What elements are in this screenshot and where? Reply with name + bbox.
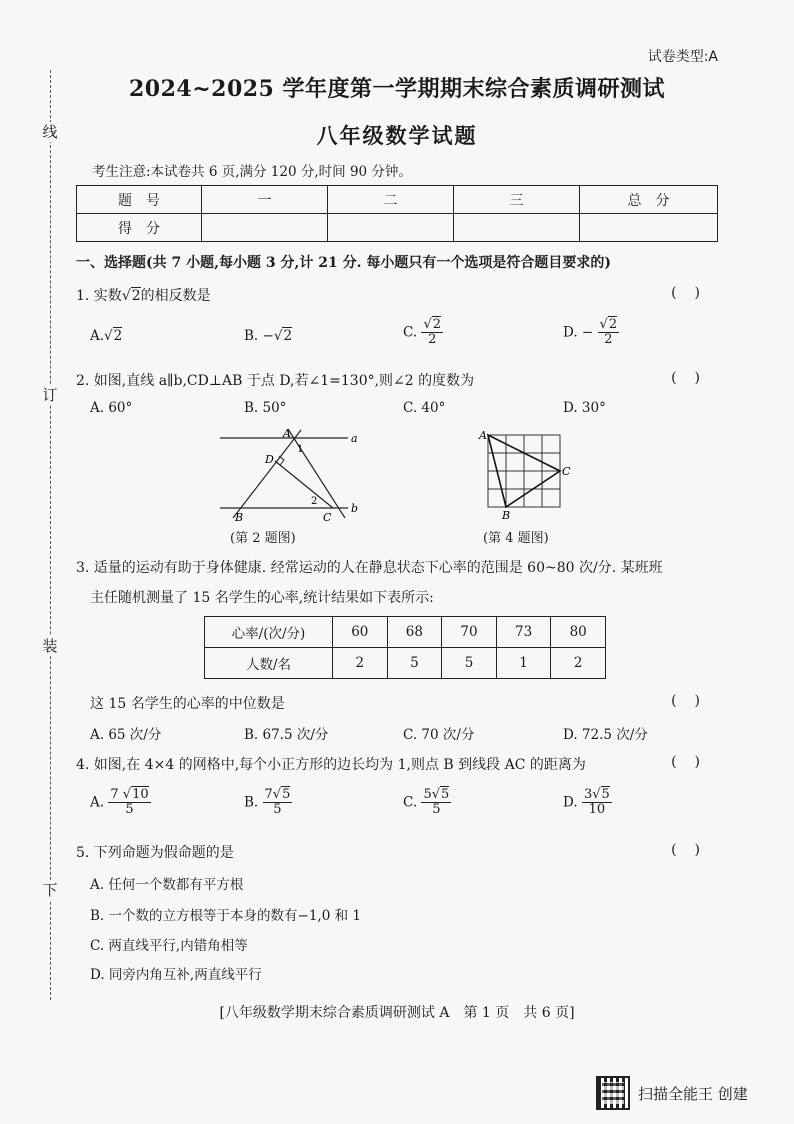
q4-option-d[interactable]	[563, 788, 612, 818]
q4-c-fraction	[421, 788, 451, 818]
binding-char-xian: 线	[40, 122, 60, 142]
page-footer: [八年级数学期末综合素质调研测试 A 第 1 页 共 6 页]	[219, 1005, 575, 1021]
q4-b-radicand: 5	[282, 787, 291, 802]
answer-paren-3[interactable]: ()	[671, 693, 718, 709]
q3-option-c[interactable]: C. 70 次/分	[403, 727, 475, 743]
score-header-1: 一	[202, 186, 328, 214]
q1-c-den: 2	[428, 332, 437, 348]
score-cell[interactable]	[454, 214, 580, 242]
q2-option-b[interactable]: B. 50°	[244, 400, 287, 416]
paper-type: 试卷类型:A	[647, 49, 718, 65]
question-4-stem: 4. 如图,在 4×4 的网格中,每个小正方形的边长均为 1,则点 B 到线段 AC 的距离为	[76, 757, 586, 773]
q5-option-c[interactable]: C. 两直线平行,内错角相等	[90, 938, 248, 954]
q4-option-c[interactable]	[403, 788, 451, 818]
q3-option-d[interactable]: D. 72.5 次/分	[563, 727, 648, 743]
q4-c-den: 5	[432, 802, 441, 818]
q4-b-label: B.	[244, 794, 259, 811]
fig2-label-2: 2	[311, 496, 318, 507]
q4-d-fraction	[582, 788, 612, 818]
fig2-label-c: C	[323, 511, 332, 524]
answer-paren-1[interactable]: ()	[671, 285, 718, 301]
q2-option-d[interactable]: D. 30°	[563, 400, 606, 416]
q1-option-b[interactable]	[244, 328, 292, 344]
heart-rate-cell: 70	[442, 617, 497, 648]
fig2-label-b: B	[235, 511, 244, 524]
heart-rate-cell: 80	[551, 617, 606, 648]
q5-option-a[interactable]: A. 任何一个数都有平方根	[90, 877, 244, 893]
binding-char-zhuang: 装	[40, 636, 60, 656]
answer-paren-4[interactable]: ()	[671, 754, 718, 770]
qr-code-icon	[596, 1076, 630, 1110]
q4-c-radicand: 5	[441, 787, 450, 802]
binding-char-xia: 下	[40, 880, 60, 900]
fig2-label-line-a: a	[351, 432, 358, 445]
binding-char-ding: 订	[40, 385, 60, 405]
sqrt-sign: √	[122, 787, 132, 802]
q1-d-radicand: 2	[608, 317, 618, 332]
sqrt-sign: √	[423, 317, 432, 332]
q4-a-radicand: 10	[132, 787, 149, 802]
figure-4	[476, 427, 576, 522]
score-cell[interactable]	[580, 214, 718, 242]
q2-option-c[interactable]: C. 40°	[403, 400, 446, 416]
q1-stem-b: 的相反数是	[140, 288, 211, 304]
q1-d-label: D. −	[563, 324, 594, 341]
q4-a-coef: 7	[110, 787, 119, 802]
sqrt-sign: √	[104, 328, 113, 344]
sqrt-sign: √	[121, 288, 131, 304]
q4-d-label: D.	[563, 794, 578, 811]
q1-a-radicand: 2	[113, 328, 123, 344]
q4-b-coef: 7	[264, 787, 273, 802]
q4-c-coef: 5	[423, 787, 432, 802]
fig2-label-d: D	[265, 453, 274, 466]
q3-option-b[interactable]: B. 67.5 次/分	[244, 727, 329, 743]
grid	[488, 435, 560, 507]
sqrt-sign: √	[273, 328, 283, 344]
answer-paren-2[interactable]: ()	[671, 370, 718, 386]
score-row-label: 得 分	[77, 214, 202, 242]
score-cell[interactable]	[328, 214, 454, 242]
q4-b-den: 5	[273, 802, 282, 818]
heart-count-cell: 5	[387, 648, 442, 679]
q1-d-fraction	[598, 318, 620, 348]
q2-option-a[interactable]: A. 60°	[90, 400, 133, 416]
sqrt-sign: √	[599, 317, 608, 332]
heart-rate-table	[204, 616, 606, 679]
q1-b-label: B. −	[244, 328, 274, 344]
q1-option-d[interactable]	[563, 318, 619, 348]
exam-title: 2024~2025 学年度第一学期期末综合素质调研测试	[128, 76, 666, 102]
question-3-question: 这 15 名学生的心率的中位数是	[90, 696, 285, 712]
q5-option-d[interactable]: D. 同旁内角互补,两直线平行	[90, 967, 262, 983]
q1-c-fraction	[421, 318, 443, 348]
heart-rate-cell: 60	[333, 617, 388, 648]
question-1-stem	[76, 285, 211, 305]
figure-2	[215, 425, 375, 525]
q4-option-b[interactable]	[244, 788, 292, 818]
q1-d-den: 2	[604, 332, 613, 348]
sqrt-sign: √	[592, 787, 601, 802]
exam-notice: 考生注意:本试卷共 6 页,满分 120 分,时间 90 分钟。	[92, 164, 412, 180]
q4-a-fraction	[108, 788, 150, 818]
fig2-label-line-b: b	[351, 502, 359, 515]
q1-option-a[interactable]	[90, 328, 122, 344]
question-3-stem-line2: 主任随机测量了 15 名学生的心率,统计结果如下表所示:	[90, 590, 434, 606]
q4-d-radicand: 5	[601, 787, 610, 802]
q4-b-fraction	[263, 788, 293, 818]
heart-count-cell: 2	[333, 648, 388, 679]
score-header-total: 总 分	[580, 186, 718, 214]
score-header-label: 题 号	[77, 186, 202, 214]
scanner-watermark	[596, 1076, 748, 1110]
q1-stem-a: 1. 实数	[76, 288, 122, 304]
q5-option-b[interactable]: B. 一个数的立方根等于本身的数有−1,0 和 1	[90, 908, 361, 924]
heart-rate-cell: 73	[496, 617, 551, 648]
q1-c-radicand: 2	[432, 317, 442, 332]
fig2-label-1: 1	[297, 444, 304, 455]
q1-a-label: A.	[90, 328, 105, 344]
section-title: 一、选择题(共 7 小题,每小题 3 分,计 21 分. 每小题只有一个选项是符合题目要求的)	[76, 255, 611, 271]
heart-header-label: 心率/(次/分)	[205, 617, 333, 648]
q1-b-radicand: 2	[283, 328, 293, 344]
q4-a-den: 5	[125, 802, 134, 818]
heart-count-cell: 5	[442, 648, 497, 679]
figure-2-caption: (第 2 题图)	[230, 531, 296, 546]
sqrt-sign: √	[431, 787, 441, 802]
heart-count-cell: 1	[496, 648, 551, 679]
fig4-label-b: B	[502, 509, 511, 522]
answer-paren-5[interactable]: ()	[671, 842, 718, 858]
heart-rate-cell: 68	[387, 617, 442, 648]
q4-d-den: 10	[588, 802, 606, 818]
q4-d-coef: 3	[583, 787, 593, 802]
q1-c-label: C.	[403, 324, 418, 341]
q1-option-c[interactable]	[403, 318, 443, 348]
score-header-3: 三	[454, 186, 580, 214]
question-2-stem: 2. 如图,直线 a∥b,CD⊥AB 于点 D,若∠1=130°,则∠2 的度数为	[76, 373, 475, 389]
question-3-stem-line1: 3. 适量的运动有助于身体健康. 经常运动的人在静息状态下心率的范围是 60~80 次/分. 某班班	[76, 560, 663, 576]
fig4-label-a: A	[479, 429, 487, 442]
figure-4-caption: (第 4 题图)	[483, 531, 549, 546]
sqrt-sign: √	[272, 787, 282, 802]
q4-option-a[interactable]	[90, 788, 151, 818]
score-cell[interactable]	[202, 214, 328, 242]
question-5-stem: 5. 下列命题为假命题的是	[76, 845, 234, 861]
heart-count-label: 人数/名	[205, 648, 333, 679]
q4-c-label: C.	[403, 794, 418, 811]
fig4-label-c: C	[562, 465, 571, 478]
score-table	[76, 185, 718, 242]
score-header-2: 二	[328, 186, 454, 214]
binding-dashed-line	[50, 70, 51, 1000]
fig2-label-a: A	[283, 427, 291, 440]
q1-radicand: 2	[131, 288, 141, 304]
exam-subtitle: 八年级数学试题	[316, 123, 478, 148]
q4-a-label: A.	[90, 794, 105, 811]
heart-count-cell: 2	[551, 648, 606, 679]
line-dc	[275, 461, 333, 508]
q3-option-a[interactable]: A. 65 次/分	[90, 727, 162, 743]
scanner-label: 扫描全能王 创建	[638, 1084, 748, 1103]
